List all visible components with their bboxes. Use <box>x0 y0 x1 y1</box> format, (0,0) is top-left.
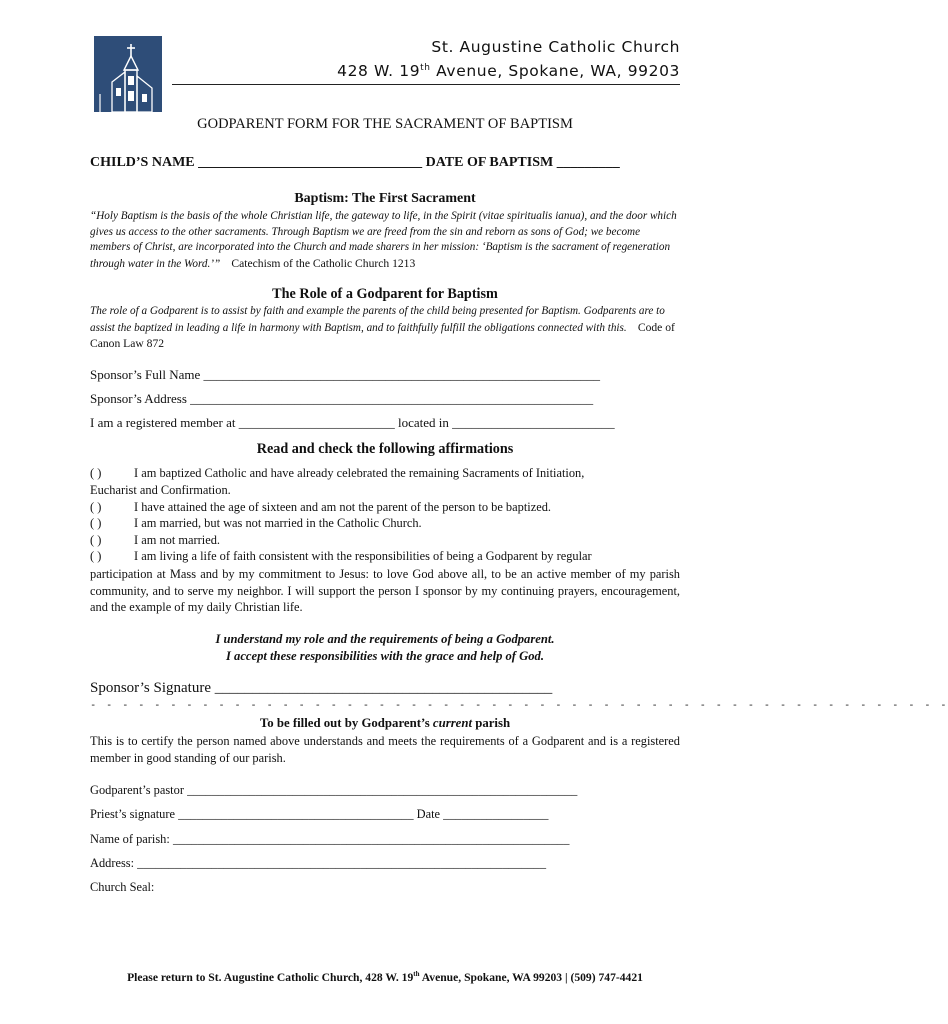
baptism-date-label: DATE OF BAPTISM <box>425 155 554 170</box>
priest-signature-label: Priest’s signature <box>90 807 176 821</box>
parish-name-row <box>90 832 680 847</box>
affirmation-3 <box>90 516 680 531</box>
priest-date-field[interactable]: _________________ <box>443 807 549 821</box>
role-citation: Code of Canon Law 872 <box>90 320 675 350</box>
affirmation-4 <box>90 533 680 548</box>
sponsor-address-label: Sponsor’s Address <box>90 391 187 406</box>
member-parish-field[interactable]: ________________________ <box>238 415 395 430</box>
affirmation-5-checkbox[interactable]: ( ) <box>90 549 102 563</box>
child-name-row <box>90 155 680 171</box>
sponsor-address-row <box>90 391 680 407</box>
affirmation-4-text: I am not married. <box>134 533 221 547</box>
priest-row <box>90 807 680 822</box>
affirmation-5-cont: participation at Mass and by my commitment to Jesus: to love God above all, to be an active member of my parish community, and to serve my neighbor. I will support the person I sponsor by my continuing prayers, encouragement, and the example of my daily Christian life. <box>90 567 680 614</box>
affirmation-3-checkbox[interactable]: ( ) <box>90 516 102 530</box>
role-quote-block <box>90 304 680 353</box>
child-name-field[interactable]: ________________________________ <box>198 155 423 170</box>
priest-signature-field[interactable]: ______________________________________ <box>178 807 414 821</box>
affirmation-1-checkbox[interactable]: ( ) <box>90 466 102 480</box>
pastor-field[interactable]: _______________________________________________________________ <box>187 783 578 797</box>
sponsor-signature-label: Sponsor’s Signature <box>90 680 211 696</box>
church-name: St. Augustine Catholic Church <box>431 38 680 56</box>
member-label: I am a registered member at <box>90 415 236 430</box>
pastor-label: Godparent’s pastor <box>90 783 184 797</box>
parish-certify-text: This is to certify the person named above understands and meets the requirements of a Godparent and is a registered member in good standing of our parish. <box>90 734 680 765</box>
affirmation-5-text: I am living a life of faith consistent with the responsibilities of being a Godparent by regular <box>134 549 592 563</box>
form-title: GODPARENT FORM FOR THE SACRAMENT OF BAPTISM <box>197 116 573 132</box>
affirmation-1 <box>90 466 680 481</box>
baptism-quote-block <box>90 209 680 272</box>
sponsor-signature-field[interactable]: _____________________________________________ <box>214 680 553 696</box>
baptism-quote: “Holy Baptism is the basis of the whole Christian life, the gateway to life, in the Spirit (vitae spiritualis ianua), and the door which gives us access to the other sacraments. Through Baptism we are freed from the sin and reborn as sons of God; we become members of Christ, are incorporated into the Church and made sharers in her mission: ‘Baptism is the sacrament of regeneration through water in the Word.’” <box>90 210 677 270</box>
sponsor-address-field[interactable]: ______________________________________________________________ <box>190 391 594 406</box>
affirmation-4-checkbox[interactable]: ( ) <box>90 533 102 547</box>
affirmation-2-checkbox[interactable]: ( ) <box>90 500 102 514</box>
affirmations-heading: Read and check the following affirmations <box>256 441 514 457</box>
understanding-line-2: I accept these responsibilities with the grace and help of God. <box>226 649 544 663</box>
affirmation-2-text: I have attained the age of sixteen and am not the parent of the person to be baptized. <box>134 500 551 514</box>
role-heading: The Role of a Godparent for Baptism <box>272 286 498 302</box>
parish-address-row <box>90 856 680 871</box>
parish-name-label: Name of parish: <box>90 832 170 846</box>
cut-line: - - - - - - - - - - - - - - - - - - - - - - - - - - - - - - - - - - - - - - - - - - - - - - - - - - - - - - <box>90 699 948 711</box>
church-seal-label: Church Seal: <box>90 880 155 894</box>
child-name-label: CHILD’S NAME <box>90 155 195 170</box>
sponsor-signature-row <box>90 680 680 697</box>
parish-address-label: Address: <box>90 856 135 870</box>
member-row <box>90 415 680 431</box>
priest-date-label: Date <box>416 807 441 821</box>
pastor-row <box>90 783 680 798</box>
affirmation-2 <box>90 500 680 515</box>
understanding-line-1: I understand my role and the requirements of being a Godparent. <box>215 632 555 646</box>
affirmation-1-cont: Eucharist and Confirmation. <box>90 483 231 497</box>
baptism-date-field[interactable]: _________ <box>556 155 620 170</box>
header-divider <box>172 84 680 85</box>
sponsor-name-label: Sponsor’s Full Name <box>90 367 201 382</box>
church-address: 428 W. 19th Avenue, Spokane, WA, 99203 <box>337 62 680 80</box>
sponsor-name-field[interactable]: _____________________________________________________________ <box>203 367 601 382</box>
footer-return-note: Please return to St. Augustine Catholic Church, 428 W. 19th Avenue, Spokane, WA 99203 | (509) 747-4421 <box>127 970 643 984</box>
church-icon <box>94 36 162 112</box>
located-label: located in <box>397 415 449 430</box>
role-quote: The role of a Godparent is to assist by faith and example the parents of the child being presented for Baptism. Godparents are to assist the baptized in leading a life in harmony with Baptism, and to faithfully fulfill the obligations connected with this. <box>90 305 665 334</box>
baptism-heading: Baptism: The First Sacrament <box>294 191 476 206</box>
affirmation-3-text: I am married, but was not married in the Catholic Church. <box>134 516 422 530</box>
parish-address-field[interactable]: __________________________________________________________________ <box>137 856 547 870</box>
located-field[interactable]: _________________________ <box>452 415 615 430</box>
sponsor-name-row <box>90 367 680 383</box>
parish-name-field[interactable]: ________________________________________________________________ <box>172 832 570 846</box>
parish-heading: To be filled out by Godparent’s current parish <box>259 716 511 730</box>
church-logo <box>94 36 162 112</box>
baptism-citation: Catechism of the Catholic Church 1213 <box>231 256 416 270</box>
affirmation-1-text: I am baptized Catholic and have already celebrated the remaining Sacraments of Initiation, <box>134 466 585 480</box>
affirmation-5 <box>90 549 680 564</box>
